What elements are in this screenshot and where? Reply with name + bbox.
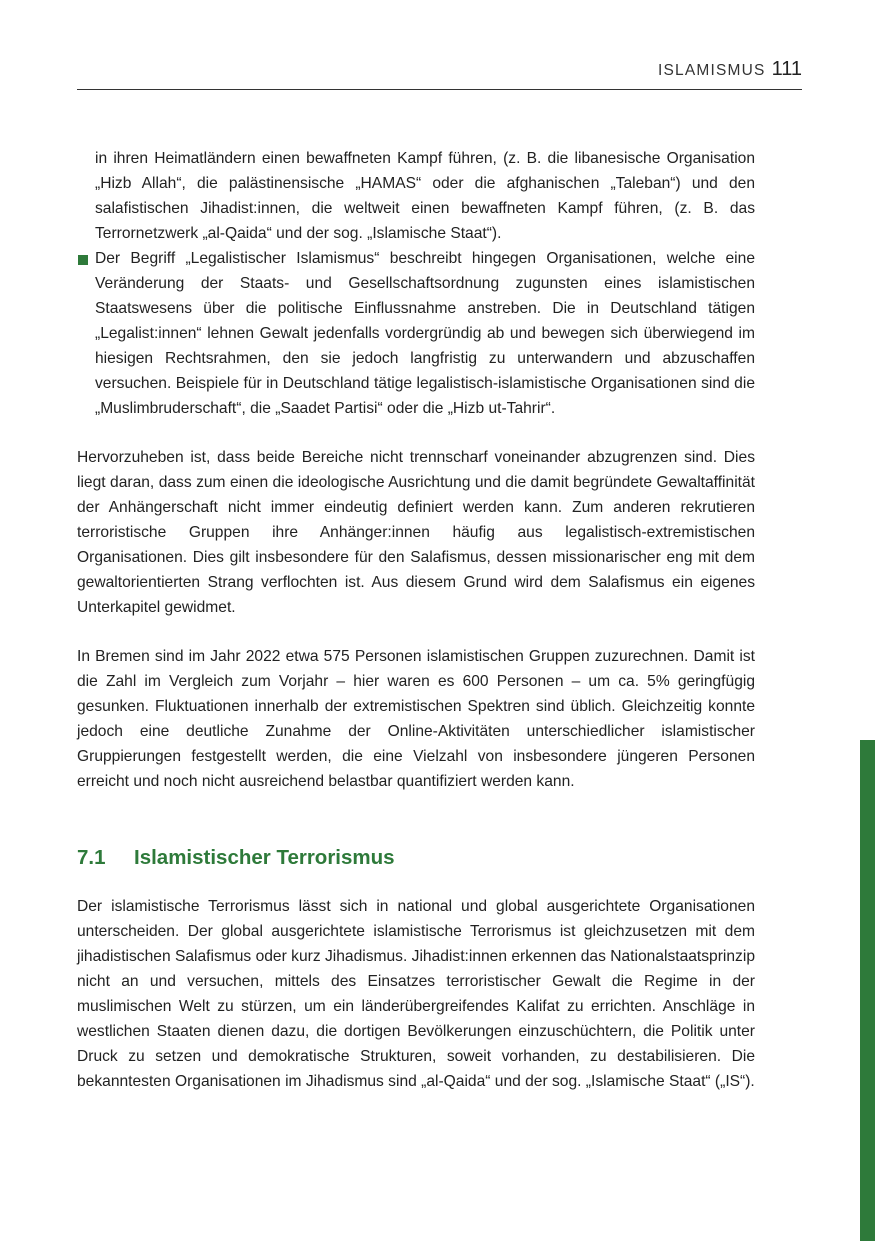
bullet-list — [77, 146, 755, 421]
body-paragraph: Der islamistische Terrorismus lässt sich in national und global ausgerichtete Organisationen unterscheiden. Der global ausgerichtete islamistische Terrorismus ist gleichzusetzen mit dem jihadistischen Salafismus oder kurz Jihadismus. Jihadist:innen erkennen das Nationalstaatsprinzip nicht an und versuchen, mittels des Einsatzes terroristischer Gewalt die Regime in der muslimischen Welt zu stürzen, um ein länderübergreifendes Kalifat zu errichten. Anschläge in westlichen Staaten dienen dazu, die dortigen Bevölkerungen einzuschüchtern, die Politik unter Druck zu setzen und demokratische Strukturen, soweit vorhanden, zu destabilisieren. Die bekanntesten Organisationen im Jihadismus sind „al-Qaida“ und der sog. „Islamische Staat“ („IS“). — [77, 898, 755, 1090]
body-paragraph: In Bremen sind im Jahr 2022 etwa 575 Personen islamistischen Gruppen zuzurechnen. Damit ist die Zahl im Vergleich zum Vorjahr – hier waren es 600 Personen – um ca. 5% geringfügig gesunken. Fluktuationen innerhalb der extremistischen Spektren sind üblich. Gleichzeitig konnte jedoch eine deutliche Zunahme der Online-Aktivitäten unterschiedlicher islamistischer Gruppierungen festgestellt werden, die eine Vielzahl von insbesondere jüngeren Personen erreicht und noch nicht ausreichend belastbar quantifiziert werden kann. — [77, 648, 755, 790]
list-item-text: in ihren Heimatländern einen bewaffneten Kampf führen, (z. B. die libanesische Organisation „Hizb Allah“, die palästinensische „HAMAS“ oder die afghanischen „Taleban“) und den salafistischen Jihadist:innen, die weltweit einen bewaffneten Kampf führen, (z. B. das Terrornetzwerk „al-Qaida“ und der sog. „Islamische Staat“). — [95, 150, 755, 242]
section-title: Islamistischer Terrorismus — [134, 846, 395, 869]
page-number: 111 — [771, 58, 802, 80]
section-heading — [77, 844, 755, 872]
running-header — [77, 56, 802, 90]
section-number: 7.1 — [77, 846, 106, 869]
bullet-square-icon — [78, 255, 88, 265]
chapter-side-tab — [860, 740, 875, 1241]
list-item — [95, 246, 755, 421]
page-content — [77, 146, 755, 1094]
list-item-text: Der Begriff „Legalistischer Islamismus“ beschreibt hingegen Organisationen, welche eine Veränderung der Staats- und Gesellschaftsordnung zugunsten eines islamistischen Staatswesens über die politische Einflussnahme anstreben. Die in Deutschland tätigen „Legalist:innen“ lehnen Gewalt jedenfalls vordergründig ab und bewegen sich überwiegend im hiesigen Rechtsrahmen, den sie jedoch langfristig zu unterwandern und abzuschaffen versuchen. Beispiele für in Deutschland tätige legalistisch-islamistische Organisationen sind die „Muslimbruderschaft“, die „Saadet Partisi“ oder die „Hizb ut-Tahrir“. — [95, 250, 755, 417]
body-paragraph: Hervorzuheben ist, dass beide Bereiche nicht trennscharf voneinander abzugrenzen sind. Dies liegt daran, dass zum einen die ideologische Ausrichtung und die damit begründete Gewaltaffinität der Anhängerschaft nicht immer eindeutig definiert werden kann. Zum anderen rekrutieren terroristische Gruppen ihre Anhänger:innen häufig aus legalistisch-extremistischen Organisationen. Dies gilt insbesondere für den Salafismus, dessen missionarischer eng mit dem gewaltorientierten Strang verflochten ist. Aus diesem Grund wird dem Salafismus ein eigenes Unterkapitel gewidmet. — [77, 449, 755, 616]
header-chapter-title: ISLAMISMUS — [657, 62, 766, 79]
list-item-continued — [95, 146, 755, 246]
header-right — [658, 58, 802, 81]
